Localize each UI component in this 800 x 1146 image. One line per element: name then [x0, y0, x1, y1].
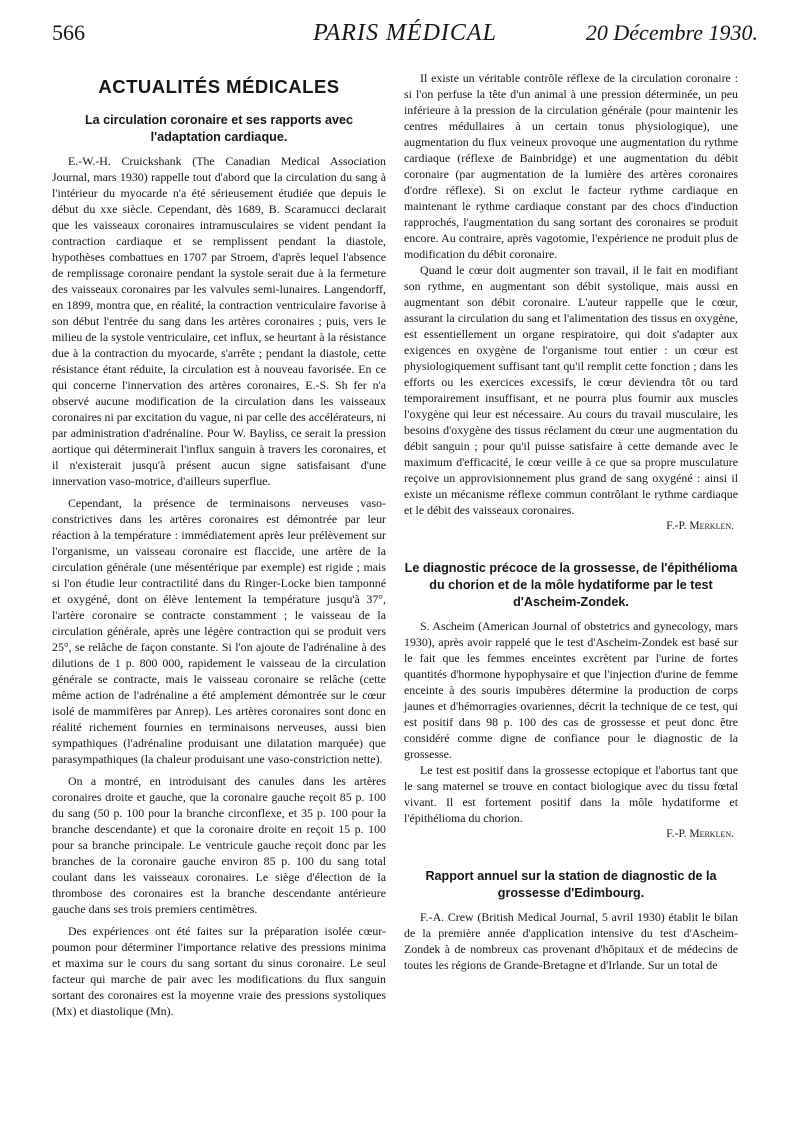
article-2-paragraph-1: S. Ascheim (American Journal of obstetrics and gynecology, mars 1930), après avoir rappelé que le test d'Ascheim-Zondek est basé sur le fait que les femmes enceintes excrètent par l'urine de fortes quantités d'hormone hypophysaire et que l'injection d'urine de femme enceinte à des souris impubères détermine la production de corps jaunes et d'hémorragies ovariennes, décrit la technique de ce test, qui est positif dans 98 p. 100 des cas de grossesse et peut donc être considéré comme digne de confiance pour le diagnostic de la grossesse.: [404, 619, 738, 761]
article-3-title: Rapport annuel sur la station de diagnostic de la grossesse d'Edimbourg.: [425, 869, 717, 900]
journal-title: PARIS MÉDICAL: [313, 20, 497, 46]
article-1-paragraph-2: Cependant, la présence de terminaisons nerveuses vaso-constrictives dans les artères coronaires est démontrée par leur réaction à la température : immédiatement après leur prélèvement sur l'organisme, un vaisseau coronaire est flaccide, une artère de la circulation générale (une mésentérique par exemple) est rigide ; mais si l'on étudie leur contractilité dans du Ringer-Locke bien tamponné et oxygéné, dont on élève lentement la température jusqu'à 37°, l'artère coronaire se contracte constamment ; le vaisseau de la circulation générale, après une légère contraction qui se produit vers 25°, se relâche de façon constante. Si l'on ajoute de l'adrénaline à des dilutions de 1 p. 800 000, rapidement le vaisseau de la circulation générale se contracte, mais le vaisseau coronaire se relâche (cette même action de l'adrénaline a été amplement démontrée sur le cœur isolé de mammifères par Anrep). Les artères coronaires sont donc en réalité richement fournies en terminaisons nerveuses, aussi bien sympathiques (l'adrénaline produisant une dilatation marquée) que parasympathiques (la chaleur produisant une vaso-constriction nette).: [52, 496, 386, 766]
left-column: [52, 76, 386, 1019]
page-number: 566: [52, 20, 85, 45]
right-column: [404, 70, 738, 973]
article-3-paragraph-1: F.-A. Crew (British Medical Journal, 5 avril 1930) établit le bilan de la première année d'application intensive du test d'Ascheim-Zondek à de nombreux cas provenant d'hôpitaux et de médecins de toutes les régions de Grande-Bretagne et d'Irlande. Sur un total de: [404, 910, 738, 972]
article-1-paragraph-3: On a montré, en introduisant des canules dans les artères coronaires droite et gauche, que la coronaire gauche reçoit 85 p. 100 du sang (50 p. 100 pour la branche circonflexe, et 35 p. 100 pour la branche descendante) et que la coronaire droite en reçoit 15 p. 100 pour sa branche principale. Le ventricule gauche reçoit donc par les branches de la coronaire gauche environ 85 p. 100 du sang total coulant dans les vaisseaux coronaires. Le siège d'élection de la thrombose des coronaires est la branche descendante antérieure gauche dans ses trois premiers centimètres.: [52, 774, 386, 916]
article-1-signature: F.-P. Merklen.: [666, 520, 734, 532]
page-header: [52, 12, 758, 52]
article-1-title: La circulation coronaire et ses rapports avec l'adaptation cardiaque.: [84, 113, 354, 144]
article-1-paragraph-5: Il existe un véritable contrôle réflexe de la circulation coronaire : si l'on perfuse la tête d'un animal à une pression déterminée, un peu inférieure à la pression de la circulation générale (pour maintenir les centres médullaires à un certain tonus physiologique), une augmentation du flux veineux provoque une augmentation du rythme cardiaque (réflexe de Bainbridge) et une augmentation du débit coronaire (par augmentation de la lumière des artères coronaires d'ordre réflexe). Si on exclut le facteur rythme cardiaque en maintenant le rythme cardiaque constant par des chocs d'induction rapprochés, l'augmentation du sang sortant des coronaires se produit encore. Au contraire, après vagotomie, l'expérience ne produit plus de modification du débit coronaire.: [404, 71, 738, 261]
article-1-paragraph-1: E.-W.-H. Cruickshank (The Canadian Medical Association Journal, mars 1930) rappelle tout d'abord que la circulation du sang à l'intérieur du myocarde n'a été sérieusement étudiée que depuis le début du xxe siècle. Cependant, dès 1689, B. Scaramucci declarait que les vaisseaux coronaires intramusculaires se vident pendant la contraction cardiaque et se remplissent pendant la diastole, hypothèses combattues en 1707 par Stroem, d'après lequel l'absence de remplissage coronaire pendant la systole serait due à la fermeture des vaisseaux coronaires par les valvules semi-lunaires. Langendorff, en 1899, montra que, en réalité, la contraction ventriculaire favorise à son début l'entrée du sang dans les artères coronaires ; puis, vers le milieu de la systole ventriculaire, cet influx, se heurtant à la résistance due à la contraction du myocarde, s'arrête ; pendant la diastole, cette résistance étant réduite, la circulation est à nouveau favorisée. En ce qui concerne l'innervation des artères coronaires, E.-S. Sh fer n'a observé aucune modification de la circulation dans les vaisseaux coronaires ni par excitation du vague, ni par celle des accélérateurs, ni par administration d'adrénaline. Pour W. Bayliss, ce serait la pression aortique qui déterminerait l'influx sanguin à travers les coronaires, et il n'existerait jusqu'à présent aucun signe satisfaisant d'une innervation vaso-motrice, d'ailleurs superflue.: [52, 154, 386, 488]
issue-date: 20 Décembre 1930.: [585, 20, 758, 45]
article-1-paragraph-6: Quand le cœur doit augmenter son travail, il le fait en modifiant son rythme, en augmentant son débit systolique, mais aussi en augmentant son débit coronaire. L'auteur rappelle que le cœur, assurant la circulation du sang et l'alimentation des tissus en oxygène, est essentiellement un organe respiratoire, qui doit s'adapter aux exigences en oxygène de l'organisme tout entier : un cœur est physiologiquement suffisant tant qu'il remplit cette fonction ; dans les efforts ou les exercices excessifs, le cœur deviendra tôt ou tard temporairement insuffisant, et ne pourra plus fournir aux muscles l'oxygène qui leur est nécessaire. Au cours du travail musculaire, les besoins d'oxygène des tissus réclament du cœur une augmentation du débit sanguin ; pour qu'il puisse satisfaire à cette demande avec le maximum d'efficacité, le cœur veille à ce que sa propre musculature reçoive un approvisionnement plus grand de sang oxygéné : ainsi il existe un mécanisme réflexe commun contrôlant le rythme cardiaque et le débit des vaisseaux coronaires.: [404, 263, 738, 517]
article-1-paragraph-4: Des expériences ont été faites sur la préparation isolée cœur-poumon pour déterminer l'importance relative des pressions minima et maxima sur le cours du sang sortant du sinus coronaire. Le seul facteur qui marche de pair avec les modifications du flux sanguin sortant des coronaires est la moyenne vraie des pressions systoliques (Mx) et diastolique (Mn).: [52, 924, 386, 1018]
article-2-title: Le diagnostic précoce de la grossesse, de l'épithélioma du chorion et de la môle hydatiforme par le test d'Ascheim-Zondek.: [404, 561, 738, 609]
article-2-paragraph-2: Le test est positif dans la grossesse ectopique et l'abortus tant que le sang maternel se trouve en contact biologique avec du tissu fœtal vivant. Il est fortement positif dans la môle hydatiforme et l'épithélioma du chorion.: [404, 763, 738, 825]
article-2-signature: F.-P. Merklen.: [666, 828, 734, 840]
section-title: ACTUALITÉS MÉDICALES: [98, 76, 340, 97]
